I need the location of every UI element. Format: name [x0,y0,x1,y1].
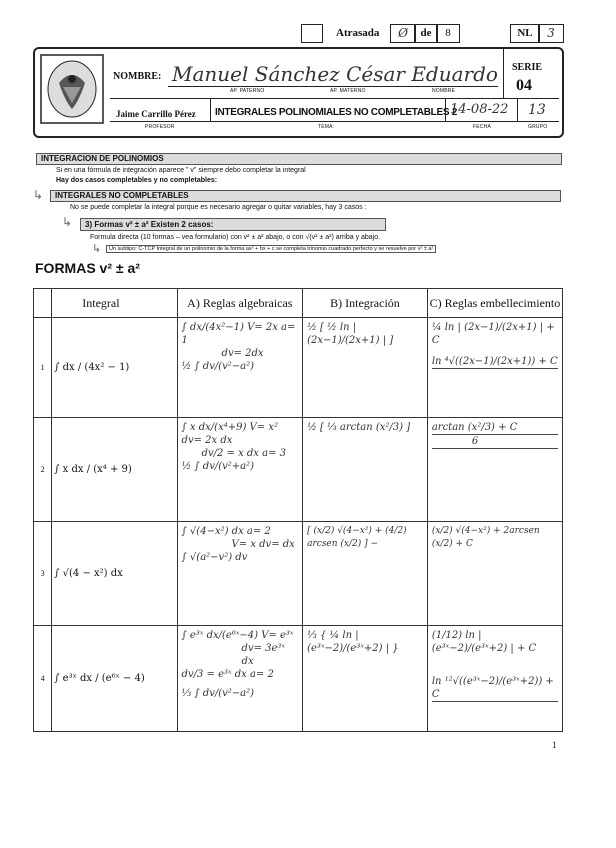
table-row [34,318,563,418]
header-integral: Integral [52,289,177,318]
work-line: ∫ dx/(4x²−1) V= 2x a= 1 [181,322,296,346]
work-line: dv/2 = x dx a= 3 [201,448,286,459]
integrals-table [33,288,563,732]
grupo-value: 13 [528,102,546,118]
arrow-icon: ↳ [92,243,102,255]
embellish-cell [427,626,562,732]
work-line: V= x dv= dx [231,539,295,550]
work-line: ∫ x dx/(x⁴+9) V= x² dv= 2x dx [181,422,278,446]
work-line: (x/2) √(4−x²) + 2arcsen (x/2) + C [431,526,540,549]
table-row [34,418,563,522]
formas-title: FORMAS v² ± a² [35,260,140,276]
outline-line-5: Un subtipo: C-TCP Integral de un polinomio de la forma ax² + bx + c se completa trinomio cuadrado perfecto y se resuelve por v² ± a² [106,245,436,253]
caption-paterno: AP. PATERNO [230,88,265,94]
de-label: de [414,24,438,43]
header-embellish: C) Reglas embellecimiento [427,289,562,318]
nl-value: 3 [538,24,564,43]
divider-fecha-grupo [517,98,518,121]
embellish-cell [427,522,562,626]
num-header [34,289,52,318]
caption-grupo: GRUPO [528,124,548,130]
nombre-value: Manuel Sánchez César Eduardo [172,62,498,86]
atrasada-label: Atrasada [336,27,380,39]
row2-top-line [110,98,559,99]
serie-value: 04 [516,77,532,94]
caption-fecha: FECHA [473,124,491,130]
nombre-underline [168,86,498,87]
algebraic-cell [177,318,303,418]
tema-value: INTEGRALES POLINOMIALES NO COMPLETABLES 2 [215,107,457,118]
header-algebraic: A) Reglas algebraicas [177,289,303,318]
algebraic-cell [177,626,303,732]
header-integration: B) Integración [303,289,428,318]
work-line: ∫ e³ˣ dx/(e⁶ˣ−4) V= e³ˣ [181,630,294,641]
work-line: ⅓ ∫ dv/(v²−a²) [181,688,255,699]
table-row [34,626,563,732]
integral-cell: ∫ dx / (4x² − 1) [52,318,177,418]
row-number: 2 [34,418,52,522]
integration-cell [303,418,428,522]
nl-label: NL [510,24,540,43]
atrasada-value: Ø [390,24,416,43]
work-line: ln ⁴√((2x−1)/(2x+1)) + C [431,356,558,367]
outline-line-3: No se puede completar la integral porque es necesario agregar o quitar variables, hay 3 casos : [70,204,367,211]
divider-prof-tema [210,98,211,121]
work-line: dv= 3e³ˣ dx [241,643,285,667]
work-line: ∫ √(a²−v²) dv [181,552,248,563]
unam-seal-logo [39,53,105,125]
algebraic-cell [177,522,303,626]
work-line: ½ ∫ dv/(v²+a²) [181,461,255,472]
fecha-value: 14-08-22 [450,102,509,117]
caption-profesor: PROFESOR [145,124,175,130]
row-number: 4 [34,626,52,732]
work-line: dv= 2dx [221,348,264,359]
work-line: ⅓ { ¼ ln | (e³ˣ−2)/(e³ˣ+2) | } [307,630,399,654]
row2-bottom-line [110,121,559,122]
caption-materno: AP. MATERNO [330,88,366,94]
caption-nombre: NOMBRE [432,88,456,94]
outline-line-1: Si en una fórmula de integración aparece " v" siempre debo completar la integral [56,167,306,174]
table-header-row [34,289,563,318]
work-line: ∫ √(4−x²) dx a= 2 [181,526,271,537]
work-line: ½ [ ⅓ arctan (x²/3) ] [307,422,411,433]
work-line: 6 [432,435,558,449]
serie-label: SERIE [512,62,543,73]
integral-cell: ∫ x dx / (x⁴ + 9) [52,418,177,522]
work-line: ¼ ln | (2x−1)/(2x+1) | + C [431,322,555,346]
late-checkbox [301,24,323,43]
outline-line-4: Formula directa (10 formas – vea formulario) con v² ± a² abajo, o con √(v² ± a²) arriba y abajo. [90,234,381,241]
work-line: (1/12) ln | (e³ˣ−2)/(e³ˣ+2) | + C [431,630,537,654]
sub-title: INTEGRALES NO COMPLETABLES [50,190,561,202]
table-row [34,522,563,626]
work-line: dv/3 = e³ˣ dx a= 2 [181,669,274,680]
arrow-icon: ↳ [33,188,44,202]
algebraic-cell [177,418,303,522]
arrow-icon: ↳ [62,215,73,229]
de-value: 8 [436,24,460,43]
integration-cell [303,626,428,732]
nombre-label: NOMBRE: [113,71,162,82]
embellish-cell [427,318,562,418]
caption-tema: TEMA: [318,124,335,130]
serie-divider [503,48,504,98]
case-title: 3) Formas v² ± a² Existen 2 casos: [80,218,386,231]
profesor-value: Jaime Carrillo Pérez [116,109,196,119]
work-line: arctan (x²/3) + C [432,421,558,435]
work-line: ½ [ ½ ln | (2x−1)/(2x+1) | ] [307,322,394,346]
integral-cell: ∫ e³ˣ dx / (e⁶ˣ − 4) [52,626,177,732]
outline-line-2: Hay dos casos completables y no completables: [56,177,218,184]
row-number: 3 [34,522,52,626]
page-number: 1 [552,740,557,750]
work-line: ln ¹²√((e³ˣ−2)/(e³ˣ+2)) + C [432,675,558,702]
work-line: [ (x/2) √(4−x²) + (4/2) arcsen (x/2) ] − [307,526,407,549]
work-line: ½ ∫ dv/(v²−a²) [181,361,255,372]
divider-tema-fecha [445,98,446,121]
section-title: INTEGRACION DE POLINOMIOS [36,153,562,165]
embellish-cell [427,418,562,522]
integral-cell: ∫ √(4 − x²) dx [52,522,177,626]
row-number: 1 [34,318,52,418]
integration-cell [303,318,428,418]
integration-cell [303,522,428,626]
